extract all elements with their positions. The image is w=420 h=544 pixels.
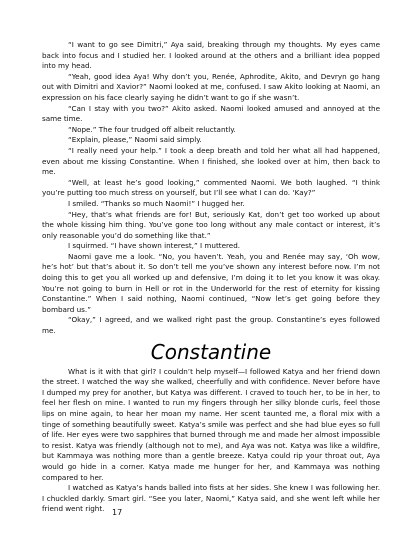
- paragraph: “Yeah, good idea Aya! Why don’t you, Renée, Aphrodite, Akito, and Devryn go hang out with Dimitri and Xavior?” Naomi looked at me, confused. I saw Akito looking at Naomi, an expression on his face clearly saying he didn’t want to go if she wasn’t.: [42, 71, 380, 102]
- paragraph: I smiled. “Thanks so much Naomi!” I hugged her.: [68, 198, 245, 208]
- text-block-before: [42, 40, 380, 337]
- page-number: 17: [112, 508, 123, 517]
- paragraph: “Well, at least he’s good looking,” commented Naomi. We both laughed. “I think you’re putting too much stress on yourself, but I’ll see what I can do. ‘Kay?”: [42, 177, 380, 198]
- paragraph: “Okay,” I agreed, and we walked right past the group. Constantine’s eyes followed me.: [42, 315, 380, 336]
- paragraph: I watched as Katya’s hands balled into fists at her sides. She knew I was following her. I chuckled darkly. Smart girl. “See you later, Naomi,” Katya said, and she went left while her friend went right.: [42, 483, 380, 514]
- paragraph: “Explain, please,” Naomi said simply.: [68, 135, 202, 145]
- paragraph: “Nope.” The four trudged off albeit reluctantly.: [68, 124, 236, 134]
- paragraph: “Can I stay with you two?” Akito asked. Naomi looked amused and annoyed at the same time.: [42, 103, 380, 124]
- paragraph: Naomi gave me a look. “No, you haven’t. Yeah, you and Renée may say, ‘Oh wow, he’s hot’ but that’s about it. So don’t tell me you’ve shown any interest before now. I’m not doing this to get you all worked up and defensive, I’m doing it to let you know it was okay. You’re not going to burn in Hell or rot in the Underworld for the rest of eternity for kissing Constantine.” When I said nothing, Naomi continued, “Now let’s get going before they bombard us.”: [42, 251, 380, 314]
- text-block-after: [42, 367, 380, 515]
- chapter-title: Constantine: [150, 339, 272, 364]
- paragraph: What is it with that girl? I couldn’t help myself—I followed Katya and her friend down the street. I watched the way she walked, cheerfully and with confidence. Never before have I dumped my prey for another, but Katya was different. I craved to touch her, to be in her, to feel her flesh on mine. I wanted to run my fingers through her silky blonde curls, feel those lips on mine again, to hear her moan my name. Her scent taunted me, a floral mix with a tinge of something beautifully sweet. Katya’s smile was perfect and she had blue eyes so full of life. Her eyes were two sapphires that burned through me and made her almost impossible to resist. Katya was friendly (although not to me), and Aya was not. Katya was like a wildfire, but Kammaya was nothing more than a gentle breeze. Katya could rip your throat out, Aya would go hide in a corner. Katya made me hunger for her, and Kammaya was nothing compared to her.: [42, 366, 380, 482]
- paragraph: “I want to go see Dimitri,” Aya said, breaking through my thoughts. My eyes came back into focus and I studied her. I looked around at the others and a brilliant idea popped into my head.: [42, 40, 380, 71]
- paragraph: “Hey, that’s what friends are for! But, seriously Kat, don’t get too worked up about the whole kissing him thing. You’ve gone too long without any male contact or interest, it’s only reasonable you’d do something like that.”: [42, 209, 380, 240]
- paragraph: I squirmed. “I have shown interest,” I muttered.: [68, 241, 241, 251]
- paragraph: “I really need your help.” I took a deep breath and told her what all had happened, even about me kissing Constantine. When I finished, she looked over at him, then back to me.: [42, 145, 380, 177]
